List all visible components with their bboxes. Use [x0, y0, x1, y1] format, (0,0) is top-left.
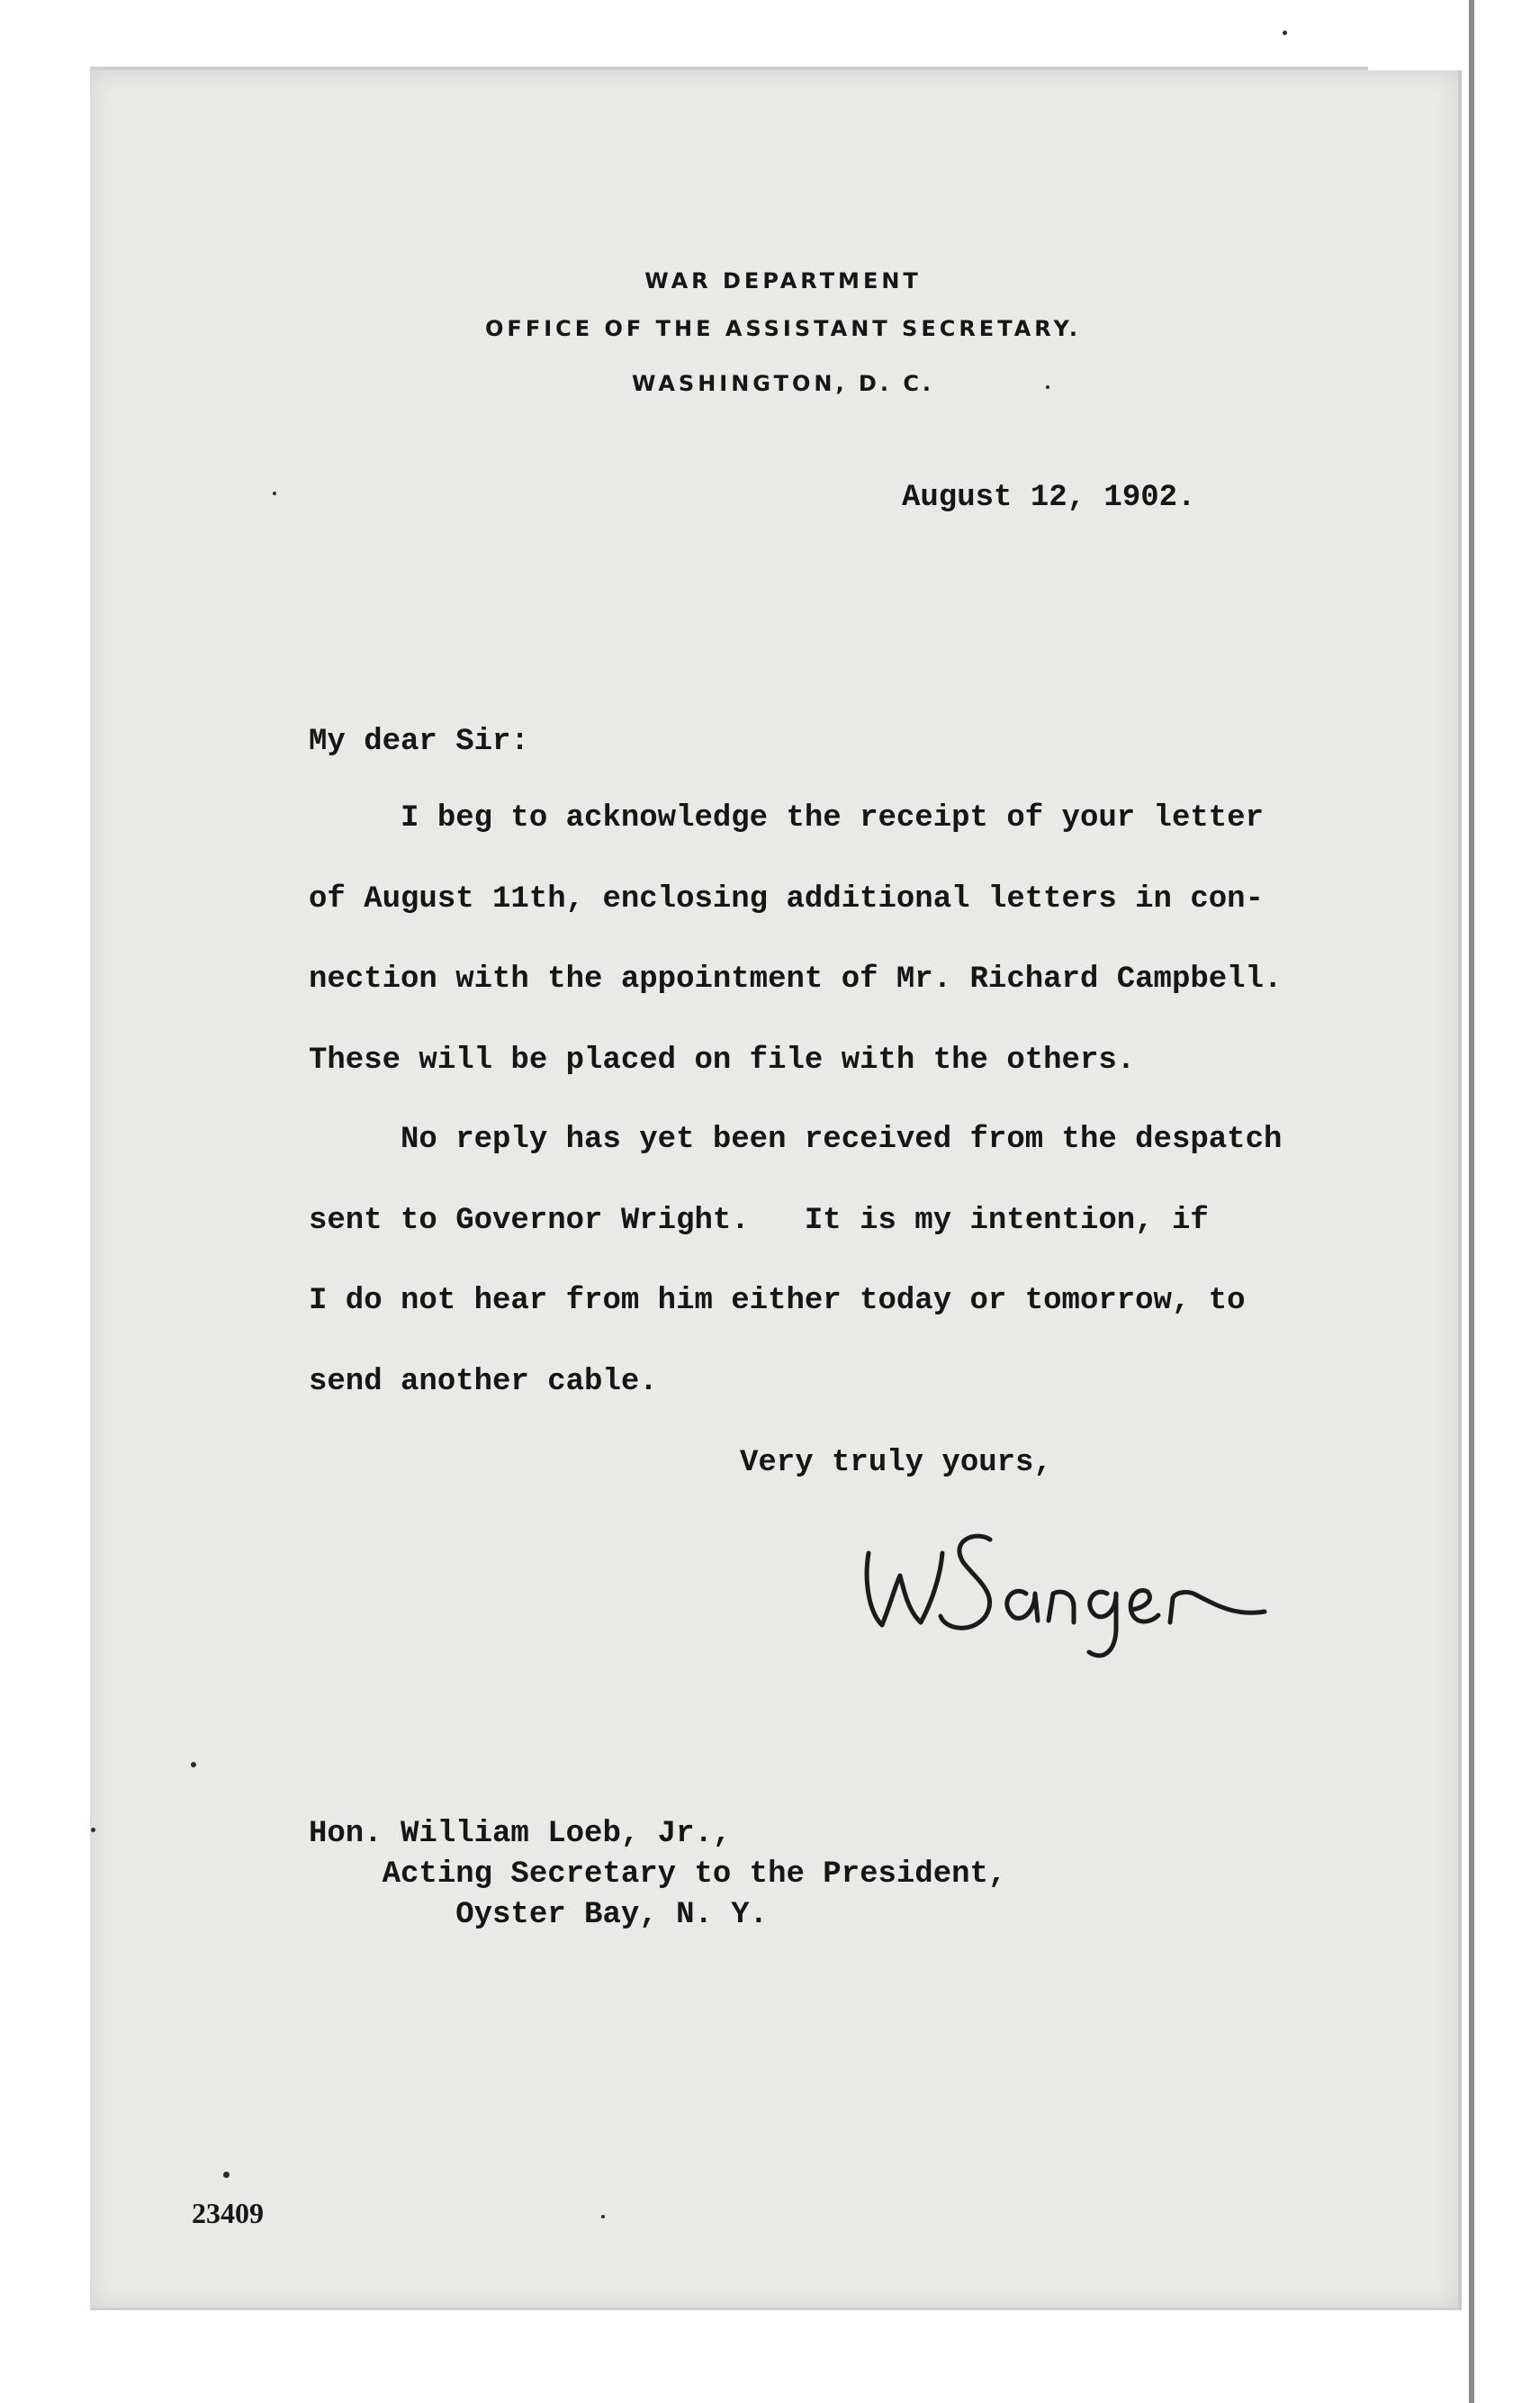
scan-speck: [191, 1762, 196, 1767]
scan-speck: [1046, 385, 1049, 389]
scan-speck: [1283, 31, 1287, 35]
page-shadow-edge: [1469, 0, 1474, 2403]
addressee-title: Acting Secretary to the President,: [309, 1857, 1007, 1892]
scan-speck: [223, 2172, 230, 2178]
addressee-block: [309, 1814, 1006, 1936]
letterhead-department: WAR DEPARTMENT: [644, 268, 922, 294]
handwritten-signature: [842, 1504, 1382, 1666]
scan-speck: [91, 1828, 95, 1832]
salutation: My dear Sir:: [309, 725, 529, 759]
body-paragraph-1: I beg to acknowledge the receipt of your letter of August 11th, enclosing additional letters in con- nection with the appointment of Mr. Richard Campbell. These will be placed on file with the others.: [309, 801, 1283, 1078]
addressee-name: Hon. William Loeb, Jr.,: [309, 1817, 732, 1851]
closing: Very truly yours,: [740, 1446, 1052, 1480]
letterhead-city: WASHINGTON, D. C.: [631, 371, 935, 396]
body-paragraph-2: No reply has yet been received from the despatch sent to Governor Wright. It is my intention, if I do not hear from him either today or tomorrow, to send another cable.: [309, 1123, 1283, 1399]
document-number: 23409: [192, 2197, 264, 2229]
scan-speck: [601, 2215, 605, 2218]
letter-date: August 12, 1902.: [902, 481, 1196, 515]
letterhead-office: OFFICE OF THE ASSISTANT SECRETARY.: [485, 316, 1081, 341]
addressee-location: Oyster Bay, N. Y.: [309, 1898, 769, 1932]
scan-speck: [273, 492, 276, 495]
